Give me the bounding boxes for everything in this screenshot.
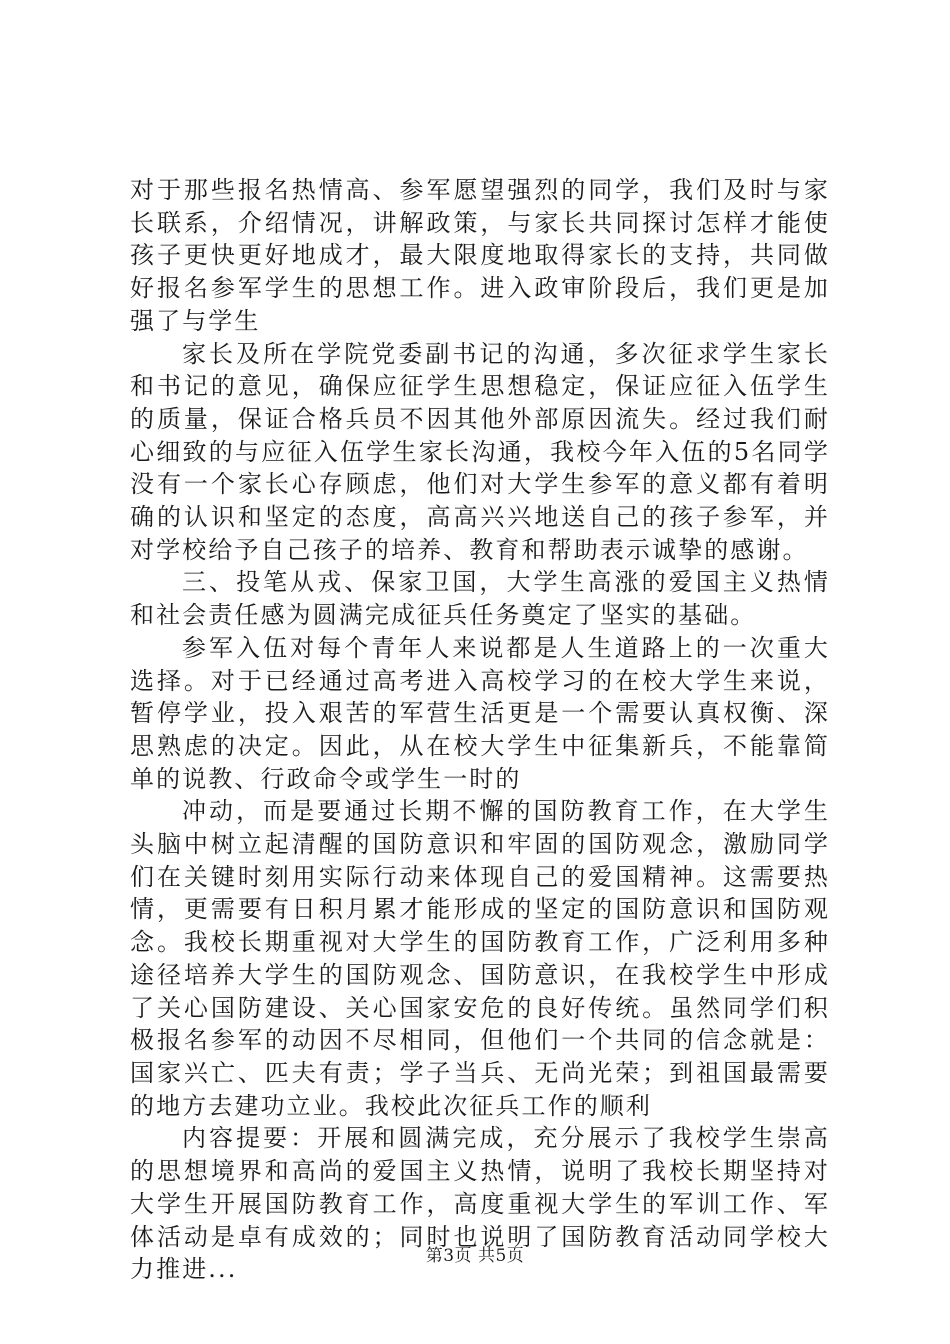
paragraph-5: 冲动，而是要通过长期不懈的国防教育工作，在大学生头脑中树立起清醒的国防意识和牢固的国防观念，激励同学们在关键时刻用实际行动来体现自己的爱国精神。这需要热情，更需要有日积月累才能形成的坚定的国防意识和国防观念。我校长期重视对大学生的国防教育工作，广泛利用多种途径培养大学生的国防观念、国防意识，在我校学生中形成了关心国防建设、关心国家安危的良好传统。虽然同学们积极报名参军的动因不尽相同，但他们一个共同的信念就是：国家兴亡、匹夫有责；学子当兵、无尚光荣；到祖国最需要的地方去建功立业。我校此次征兵工作的顺利 xyxy=(130,797,830,1120)
document-body xyxy=(130,174,830,1286)
paragraph-4: 参军入伍对每个青年人来说都是人生道路上的一次重大选择。对于已经通过高考进入高校学习的在校大学生来说，暂停学业，投入艰苦的军营生活更是一个需要认真权衡、深思熟虑的决定。因此，从在校大学生中征集新兵，不能靠简单的说教、行政命令或学生一时的 xyxy=(130,633,830,793)
page-footer: 第3页 共5页 xyxy=(425,1246,525,1266)
paragraph-3: 三、投笔从戎、保家卫国，大学生高涨的爱国主义热情和社会责任感为圆满完成征兵任务奠定了坚实的基础。 xyxy=(130,568,830,630)
paragraph-1: 对于那些报名热情高、参军愿望强烈的同学，我们及时与家长联系，介绍情况，讲解政策，与家长共同探讨怎样才能使孩子更快更好地成才，最大限度地取得家长的支持，共同做好报名参军学生的思想工作。进入政审阶段后，我们更是加强了与学生 xyxy=(130,176,830,335)
paragraph-2: 家长及所在学院党委副书记的沟通，多次征求学生家长和书记的意见，确保应征学生思想稳定，保证应征入伍学生的质量，保证合格兵员不因其他外部原因流失。经过我们耐心细致的与应征入伍学生家长沟通，我校今年入伍的5名同学没有一个家长心存顾虑，他们对大学生参军的意义都有着明确的认识和坚定的态度，高高兴兴地送自己的孩子参军，并对学校给予自己孩子的培养、教育和帮助表示诚挚的感谢。 xyxy=(130,339,830,564)
paragraph-6: 内容提要：开展和圆满完成，充分展示了我校学生崇高的思想境界和高尚的爱国主义热情，说明了我校长期坚持对大学生开展国防教育工作，高度重视大学生的军训工作、军体活动是卓有成效的；同时也说明了国防教育活动同学校大力推进... xyxy=(130,1124,830,1284)
